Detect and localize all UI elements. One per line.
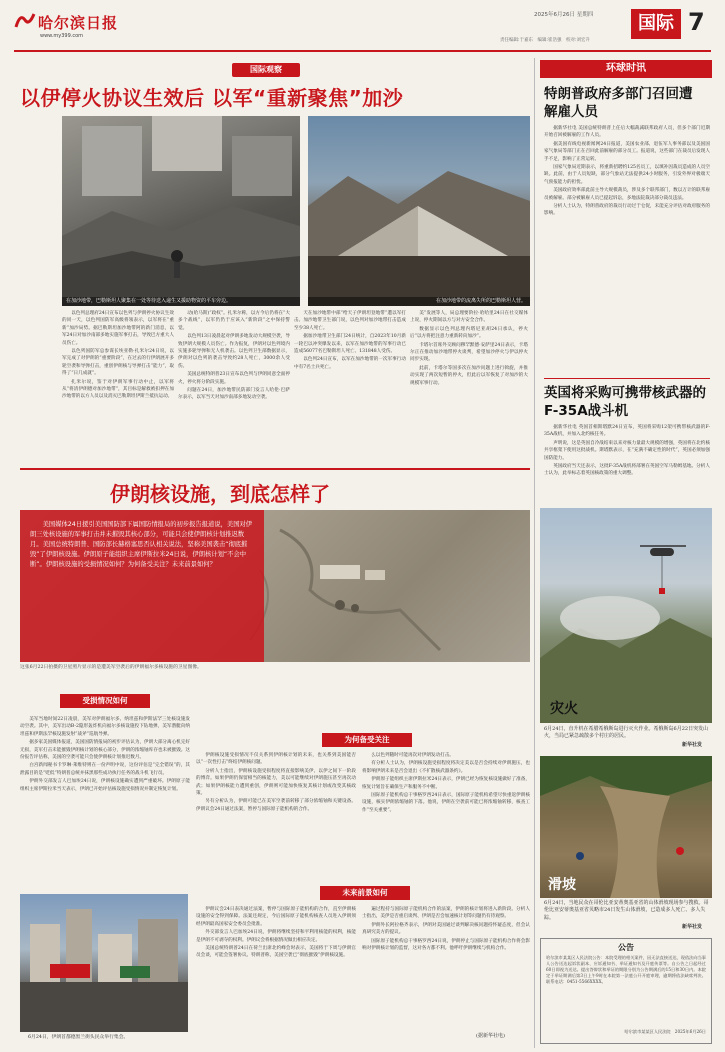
masthead-logo: 哈尔滨日报 [38, 14, 119, 32]
top-col-4-p2: 数据显示以色列总理内塔尼亚胡24日承认，停火后“以方将把注意力重新转向加沙”。 [410, 326, 528, 340]
sub2-col2-p3: 伊朗原子能组织主席伊斯拉米24日表示，伊朗已经为恢复核设施做好了准备，恢复计划旨在确保生产和服务不中断。 [362, 777, 530, 790]
sub1-p1: 美军当地时间22日凌晨，美军对伊朗福尔多、纳坦兹和伊斯法罕三处核设施发动空袭。其中，美军出动B-2隐形轰炸机向福尔多核设施投下钻地弹，美军潜艇向纳坦兹和伊斯法罕核设施发射“战斧”巡航导弹。 [20, 717, 190, 737]
sub2-p2: 分析人士指出，伊朗核设施受损程度将直接影响美伊、以伊之间下一阶段的博弈。如果伊朗仍保留相当的核能力，美以可能继续对伊朗施压甚至再次动武；如果伊朗核能力遭到重创，伊朗则可能加快恢复其核计划或改变其核政策。 [196, 768, 356, 797]
photo-landslide-credit: 新华社发 [682, 924, 703, 930]
photo-wildfire-caption: 6月24日，直升机在希腊希俄斯岛进行灭火作业。希俄斯岛6月22日突发山火，当局已紧急疏散多个村庄的居民。 [544, 726, 709, 740]
photo-wildfire [540, 508, 712, 723]
top-col-2-p2: 以色列13日凌晨起对伊朗多地发动大规模空袭，导致伊朗大规模人员伤亡。作为报复，伊朗对以色列境内实施多轮导弹和无人机袭击。以色列卫生部数据显示，伊朗对以色列的袭击导致约28人死亡，3000余人受伤。 [178, 334, 290, 369]
story1-body [544, 125, 710, 375]
photo-rubble [62, 116, 300, 306]
top-col-2-p1: 动(哈马斯)“政权”。扎米尔称，以方今后仍将在“大多个战线”，以军仍仍于应该入“新阶段”之中保持警觉。 [178, 311, 290, 331]
page-number: 7 [688, 8, 705, 36]
right-column-title: 环球时讯 [540, 60, 712, 78]
helicopter-icon [640, 546, 686, 594]
story1-p5: 分析人士认为，特朗普政府的裁员行动过于仓促，未能充分评估对政府服务的影响。 [544, 204, 710, 217]
date-line: 2025年6月26日 星期四 [534, 12, 594, 18]
top-col-1-p3: 扎米尔说，鉴于对伊朗军事行动中止，以军将从“将清伊朗德对加沙地带”，其目标是解救被扣押在加沙地带的以方人员以及消灭巴勒斯坦伊斯兰抵抗运动。 [62, 379, 174, 400]
sub2-body [196, 752, 356, 888]
top-col-3-p2: 据加沙地带卫生部门24日统计，自2023年10月新一轮巴以冲突爆发以来，以军在加沙地带的军事行动已造成56077名巴勒斯坦人死亡、131848人受伤。 [294, 334, 406, 355]
middle-summary: 美国媒体24日援引美国国防部下属国防情报局的初步报告报道说，美国对伊朗三处核设施的军事打击并未摧毁其核心部分，可能只会使伊朗核计划推迟数月。美国总统特朗普、国防部长赫格塞思否认相关说法，坚称美国袭击“彻底摧毁”了伊朗核设施。伊朗原子能组织主席伊斯拉米24日说，伊朗核计划“不会中断”。伊朗核设施的受损情况如何？为何备受关注？未来前景如何？ [30, 521, 253, 568]
sub1-tag: 受损情况如何 [60, 694, 150, 708]
top-col-3-p1: 天在加沙地带中部“给天子伊朗坦登地带”遭以军打击。加沙地带卫生部门说，以色列对加沙地带打击造成至少38人死亡。 [294, 311, 406, 331]
story2-headline: 英国将采购可携带核武器的F-35A战斗机 [544, 385, 706, 419]
top-col-4-p1: 美”发展等人，局总理要阶拉·哈哈里24日在社交媒体上说，停火期间以方与对方安全合作。 [410, 311, 528, 324]
notice-body: 哈尔滨市某某区人民法院公告：本院受理的相关案件，因无法直接送达，现依法向当事人公告送达起诉状副本、应诉通知书、举证通知书及开庭传票等。自公告之日起经过60日即视为送达。提出答辩状和举证的期限分别为公告期满后的15日和30日内。本院定于举证期满后第3日上午9时在本院第一法庭公开开庭审理，逾期将依法缺席判决。联系电话：0451-5566XXXX。 [546, 955, 706, 984]
story1-p4: 美国政府效率部此前主导大规模裁员，涉及多个联邦部门，数以万计的联邦雇员被解雇。部分被解雇人员已提起诉讼，多地法院裁决部分裁员违法。 [544, 188, 710, 201]
top-col-1-p1: 以色列总理府24日宣布以色列与伊朗停火协议生效的同一天，以色列国防军高级将领表示，以军将在“重新”加沙局势。据巴勒斯坦加沙地带阿的新门消息，以军24日对加沙南部多地实施军事打击，导致巴方重大人员伤亡。 [62, 311, 174, 346]
photo-landslide-caption: 6月24日，当地民众在哥伦比亚安蒂奥基亚省的山体滑坡现场参与搜救。哥伦比亚安蒂奥基亚省贝略市24日发生山体滑坡，已造成多人死亡、多人失踪。 [544, 900, 709, 921]
top-col-4-p3: 卡塔尔首席外交顾问穆罕默德·安萨里24日表示，卡塔尔正在推动加沙地带停火谈判，希望加沙停火与伊以停火同步实现。 [410, 342, 528, 363]
satellite-photo [20, 510, 530, 662]
staff-line: 责任编辑:于嘉东 编辑:崔浩强 校对:刘宏升 [500, 38, 591, 43]
story2-body [544, 424, 710, 506]
story1-p3: 国家气象局近期表示，将重新招聘约125名员工，以填补因裁员造成的人员空缺。此前，由于人员短缺，部分气象站无法提供24小时服务，引发外界对极端天气预报能力的担忧。 [544, 165, 710, 185]
photo-camp-caption: 在加沙地带的流离失所的巴勒斯坦人营。 [308, 297, 530, 306]
story2-p1: 据新华社电 英国首相斯塔默24日宣布，英国将采购12架可携带核武器的F-35A战机，并加入北约核任务。 [544, 425, 710, 438]
sub2-col2-p1: 么以色列随时可能再次对伊朗发动打击。 [371, 753, 454, 758]
top-col-4-p4: 此前，卡塔尔等国多次在加沙问题上进行斡旋，并推动实现了两次短暂的停火，但此后以军恢复了对加沙的大规模军事行动。 [410, 365, 528, 386]
sub3-col2-p2: 伊朗外长阿拉格齐表示，伊朗对美国通过谈判解决核问题持怀疑态度，但会认真研究美方的提议。 [362, 922, 530, 936]
photo-wildfire-tag: 灾火 [550, 701, 578, 717]
middle-banner [20, 468, 530, 510]
masthead [0, 0, 725, 50]
top-col-1 [62, 310, 174, 468]
sub3-p1: 伊朗议会24日表决通过法案，暂停与国际原子能机构的合作，直至伊朗核设施的安全得到保障。法案还规定，今后国际原子能机构核查人员进入伊朗须经伊朗最高国家安全委员会批准。 [196, 907, 356, 927]
summary-box [20, 510, 264, 662]
right-rule-1 [544, 378, 710, 379]
photo-landslide [540, 756, 712, 898]
sub1-body [20, 716, 190, 894]
logo-icon [14, 11, 36, 29]
photo-wildfire-credit: 新华社发 [682, 742, 703, 748]
photo-rubble-caption: 在加沙地带，巴勒斯坦人聚集在一处等待送入递生又援助物资的平车旁边。 [62, 297, 300, 306]
sub1-p4: 伊朗外交部发言人巴加埃24日说，伊朗核设施确实遭到严重破坏。伊朗原子能组织主席伊斯拉米当天表示，伊朗已开始评估核设施受损情况并制定恢复计划。 [20, 779, 190, 792]
notice-box [540, 938, 712, 1044]
middle-byline: (据新华社电) [476, 1033, 505, 1039]
column-divider [534, 58, 535, 1048]
story1-p2: 据美国有线电视新闻网24日报道，美国农业部、退伍军人事务部以及美国国家气象局等部门正在召回此前解雇的部分员工。报道说，这些部门在裁员后发现人手不足，影响了正常运转。 [544, 141, 710, 162]
top-col-2-p3: 美国总统特朗普23日宣布以色列与伊朗同意全面停火，停火将分阶段实施。 [178, 372, 290, 385]
story2-p3: 英国政府当天还表示，这批F-35A战机将部署在英国空军马勒姆基地。分析人士认为，此举标志着英国核政策的重大调整。 [544, 464, 710, 477]
notice-sign: 哈尔滨市某某区人民法院 2025年6月26日 [624, 1029, 706, 1034]
sub1-p3: 白宫新闻秘书卡罗琳·莱维特则在一份声明中说，这份评估是“完全错误”的，其泄露目的是“贬低”特朗普总统并抹黑那些成功执行任务的战斗机飞行员。 [20, 763, 190, 776]
sub3-col2-p3: 国际原子能机构总干事格罗西24日说，伊朗停止与国际原子能机构合作将会影响对伊朗核计划的监督，这对各方都不利。他呼吁伊朗继续与机构合作。 [362, 938, 530, 952]
top-col-2-p4: 问题在24日，加沙地带民防部门发言人哈伦·巴萨尔表示，以军当天对加沙南部多地发动空袭。 [178, 388, 290, 401]
top-col-4 [410, 310, 528, 468]
sub3-p3: 美国总统特朗普24日在荷兰出席北约峰会时表示，美国将于下周与伊朗官员会谈，可能会签署协议。特朗普称，美国空袭已“彻底摧毁”伊朗核设施。 [196, 946, 356, 959]
top-col-1-p2: 以色列国防军总参谋长埃亚勒·扎米尔24日说，以军完成了对伊朗的“重要阶段”，在过去的行伊朗展开多轮空袭和导弹打击，重创伊朗核与导弹打击“能力”，取得了“日几成就”。 [62, 349, 174, 377]
story2-p2: 声明说，这是英国自冷战结束以来对核力量最大规模的增强，英国将在北约核共享框架下使用这批战机。斯塔默表示，在“充满不确定性的时代”，英国必须加强国防能力。 [544, 440, 710, 461]
satellite-caption: 这张6月22日拍摄的卫星照片显示的是遭美军空袭后的伊朗福尔多核设施的卫星图像。 [20, 665, 202, 670]
sub3-col2-p1: 遍过程持与国际原子能机构合作的法案，伊朗的核计划将进入新阶段。分析人士指出，美伊是否重启谈判、伊朗是否会加速核计划等问题仍有待观察。 [362, 907, 530, 920]
photo-camp [308, 116, 530, 306]
middle-headline: 伊朗核设施，到底怎样了 [110, 482, 330, 506]
photo-rally-caption: 6月24日，伊朗首都德黑兰街头民众举行集会。 [28, 1035, 129, 1040]
top-headline: 以伊停火协议生效后 以军“重新聚焦”加沙 [20, 86, 404, 110]
sub2-col2-p4: 国际原子能机构总干事格罗西24日表示，国际原子能机构希望尽快重返伊朗核设施，核实伊朗浓缩铀的下落。他说，伊朗在空袭前可能已将浓缩铀转移，核查工作“至关重要”。 [362, 793, 530, 813]
sub3-body-col2 [362, 906, 530, 1030]
masthead-url: www.my399.com [40, 33, 84, 39]
top-col-2 [178, 310, 290, 468]
section-badge: 国际 [631, 9, 681, 39]
story1-headline: 特朗普政府多部门召回遭解雇人员 [544, 86, 693, 120]
sub3-p2: 外交部发言人巴加埃24日说，伊朗将继续坚持和平利用核能的权利，核能是伊朗不可剥夺的权利。伊朗议会将根据情况做出相应决定。 [196, 930, 356, 943]
sub2-body-col2 [362, 752, 530, 888]
photo-landslide-tag: 滑坡 [548, 877, 576, 893]
top-col-3-p3: 以色列24日宣布，以军在加沙地带的一次军事行动中有7名士兵死亡。 [294, 357, 406, 370]
sub1-p2: 据多家美国媒体报道，美国国防情报局的初步评估认为，伊朗大部分离心机完好无损，美军打击未能摧毁伊朗核计划的核心部分，伊朗的浓缩铀库存也未被摧毁。这份报告评估称，美国的空袭可能只会使伊朗核计划推迟数月。 [20, 740, 190, 761]
kicker-tag: 国际观察 [232, 63, 300, 77]
sub2-p1: 伊朗核设施受损情况不仅关系到伊朗核计划的未来，也关系到美国能否以“一次性打击”终结伊朗核问题。 [196, 753, 356, 766]
sub3-body [196, 906, 356, 1040]
sub2-tag: 为何备受关注 [322, 733, 412, 747]
sub3-tag: 未来前景如何 [320, 886, 410, 900]
top-col-3 [294, 310, 406, 468]
story1-p1: 据新华社电 美国总统特朗普上任后大幅裁减联邦政府人员，但多个部门近期开始召回被解雇的工作人员。 [544, 126, 710, 139]
sub2-p3: 另有分析认为，伊朗可能已在美军空袭前转移了部分浓缩铀和关键设备。伊朗议会24日通过法案，暂停与国际原子能机构的合作。 [196, 799, 356, 812]
notice-title: 公告 [618, 942, 634, 952]
sub2-col2-p2: 有分析人士认为，伊朗核设施受损程度将决定美以是否会持续对伊朗施压，也将影响伊朗未来是否会退出《不扩散核武器条约》。 [362, 761, 530, 774]
photo-rally [20, 894, 188, 1032]
masthead-rule [14, 50, 711, 52]
